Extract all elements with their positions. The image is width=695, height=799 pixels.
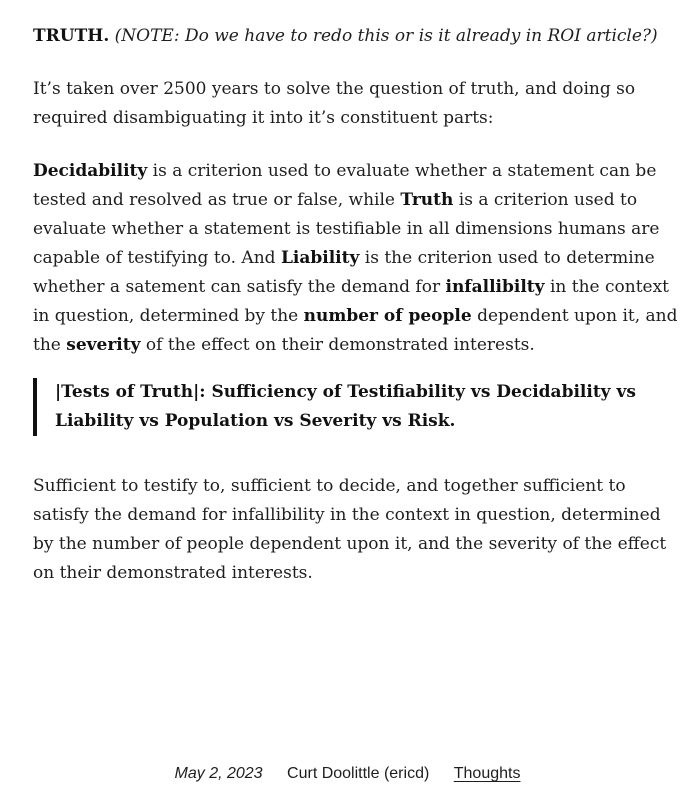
- term-truth: Truth: [400, 190, 454, 210]
- closing-paragraph: Sufficient to testify to, sufficient to decide, and together sufficient to satisfy the demand for infallibility in the context in question, determined by the number of people dependent upon it, and the severity of the effect on their demonstrated interests.: [33, 476, 667, 583]
- def-text-2: is a criterion used to evaluate whether a statement is testifiable in all dimensions humans are capable of testifying to. And: [33, 190, 660, 268]
- heading-note: (NOTE: Do we have to redo this or is it already in ROI article?): [114, 26, 658, 46]
- post-author: Curt Doolittle (ericd): [287, 765, 430, 782]
- term-severity: severity: [66, 335, 141, 355]
- post-date: May 2, 2023: [174, 765, 263, 782]
- def-text-5: dependent upon it, and the: [33, 306, 678, 355]
- tests-of-truth-quote: |Tests of Truth|: Sufficiency of Testifiability vs Decidability vs Liability vs Population vs Severity vs Risk.: [33, 378, 678, 436]
- def-text-1: is a criterion used to evaluate whether a statement can be tested and resolved as true or false, while: [33, 161, 657, 210]
- term-liability: Liability: [280, 248, 360, 268]
- def-text-4: in the context in question, determined by the: [33, 277, 670, 326]
- post-heading: [33, 22, 678, 51]
- term-decidability: Decidability: [33, 161, 148, 181]
- definitions-paragraph: [33, 157, 678, 360]
- post-content: [33, 22, 678, 588]
- heading-bold: TRUTH.: [33, 26, 110, 46]
- term-number-of-people: number of people: [303, 306, 472, 326]
- term-infallibility: infallibilty: [445, 277, 545, 297]
- category-link[interactable]: Thoughts: [453, 765, 521, 782]
- post-meta-footer: [0, 762, 695, 786]
- intro-paragraph: It’s taken over 2500 years to solve the question of truth, and doing so required disambiguating it into it’s constituent parts:: [33, 79, 636, 128]
- def-text-6: of the effect on their demonstrated interests.: [140, 335, 535, 355]
- def-text-3: is the criterion used to determine whether a satement can satisfy the demand for: [33, 248, 655, 297]
